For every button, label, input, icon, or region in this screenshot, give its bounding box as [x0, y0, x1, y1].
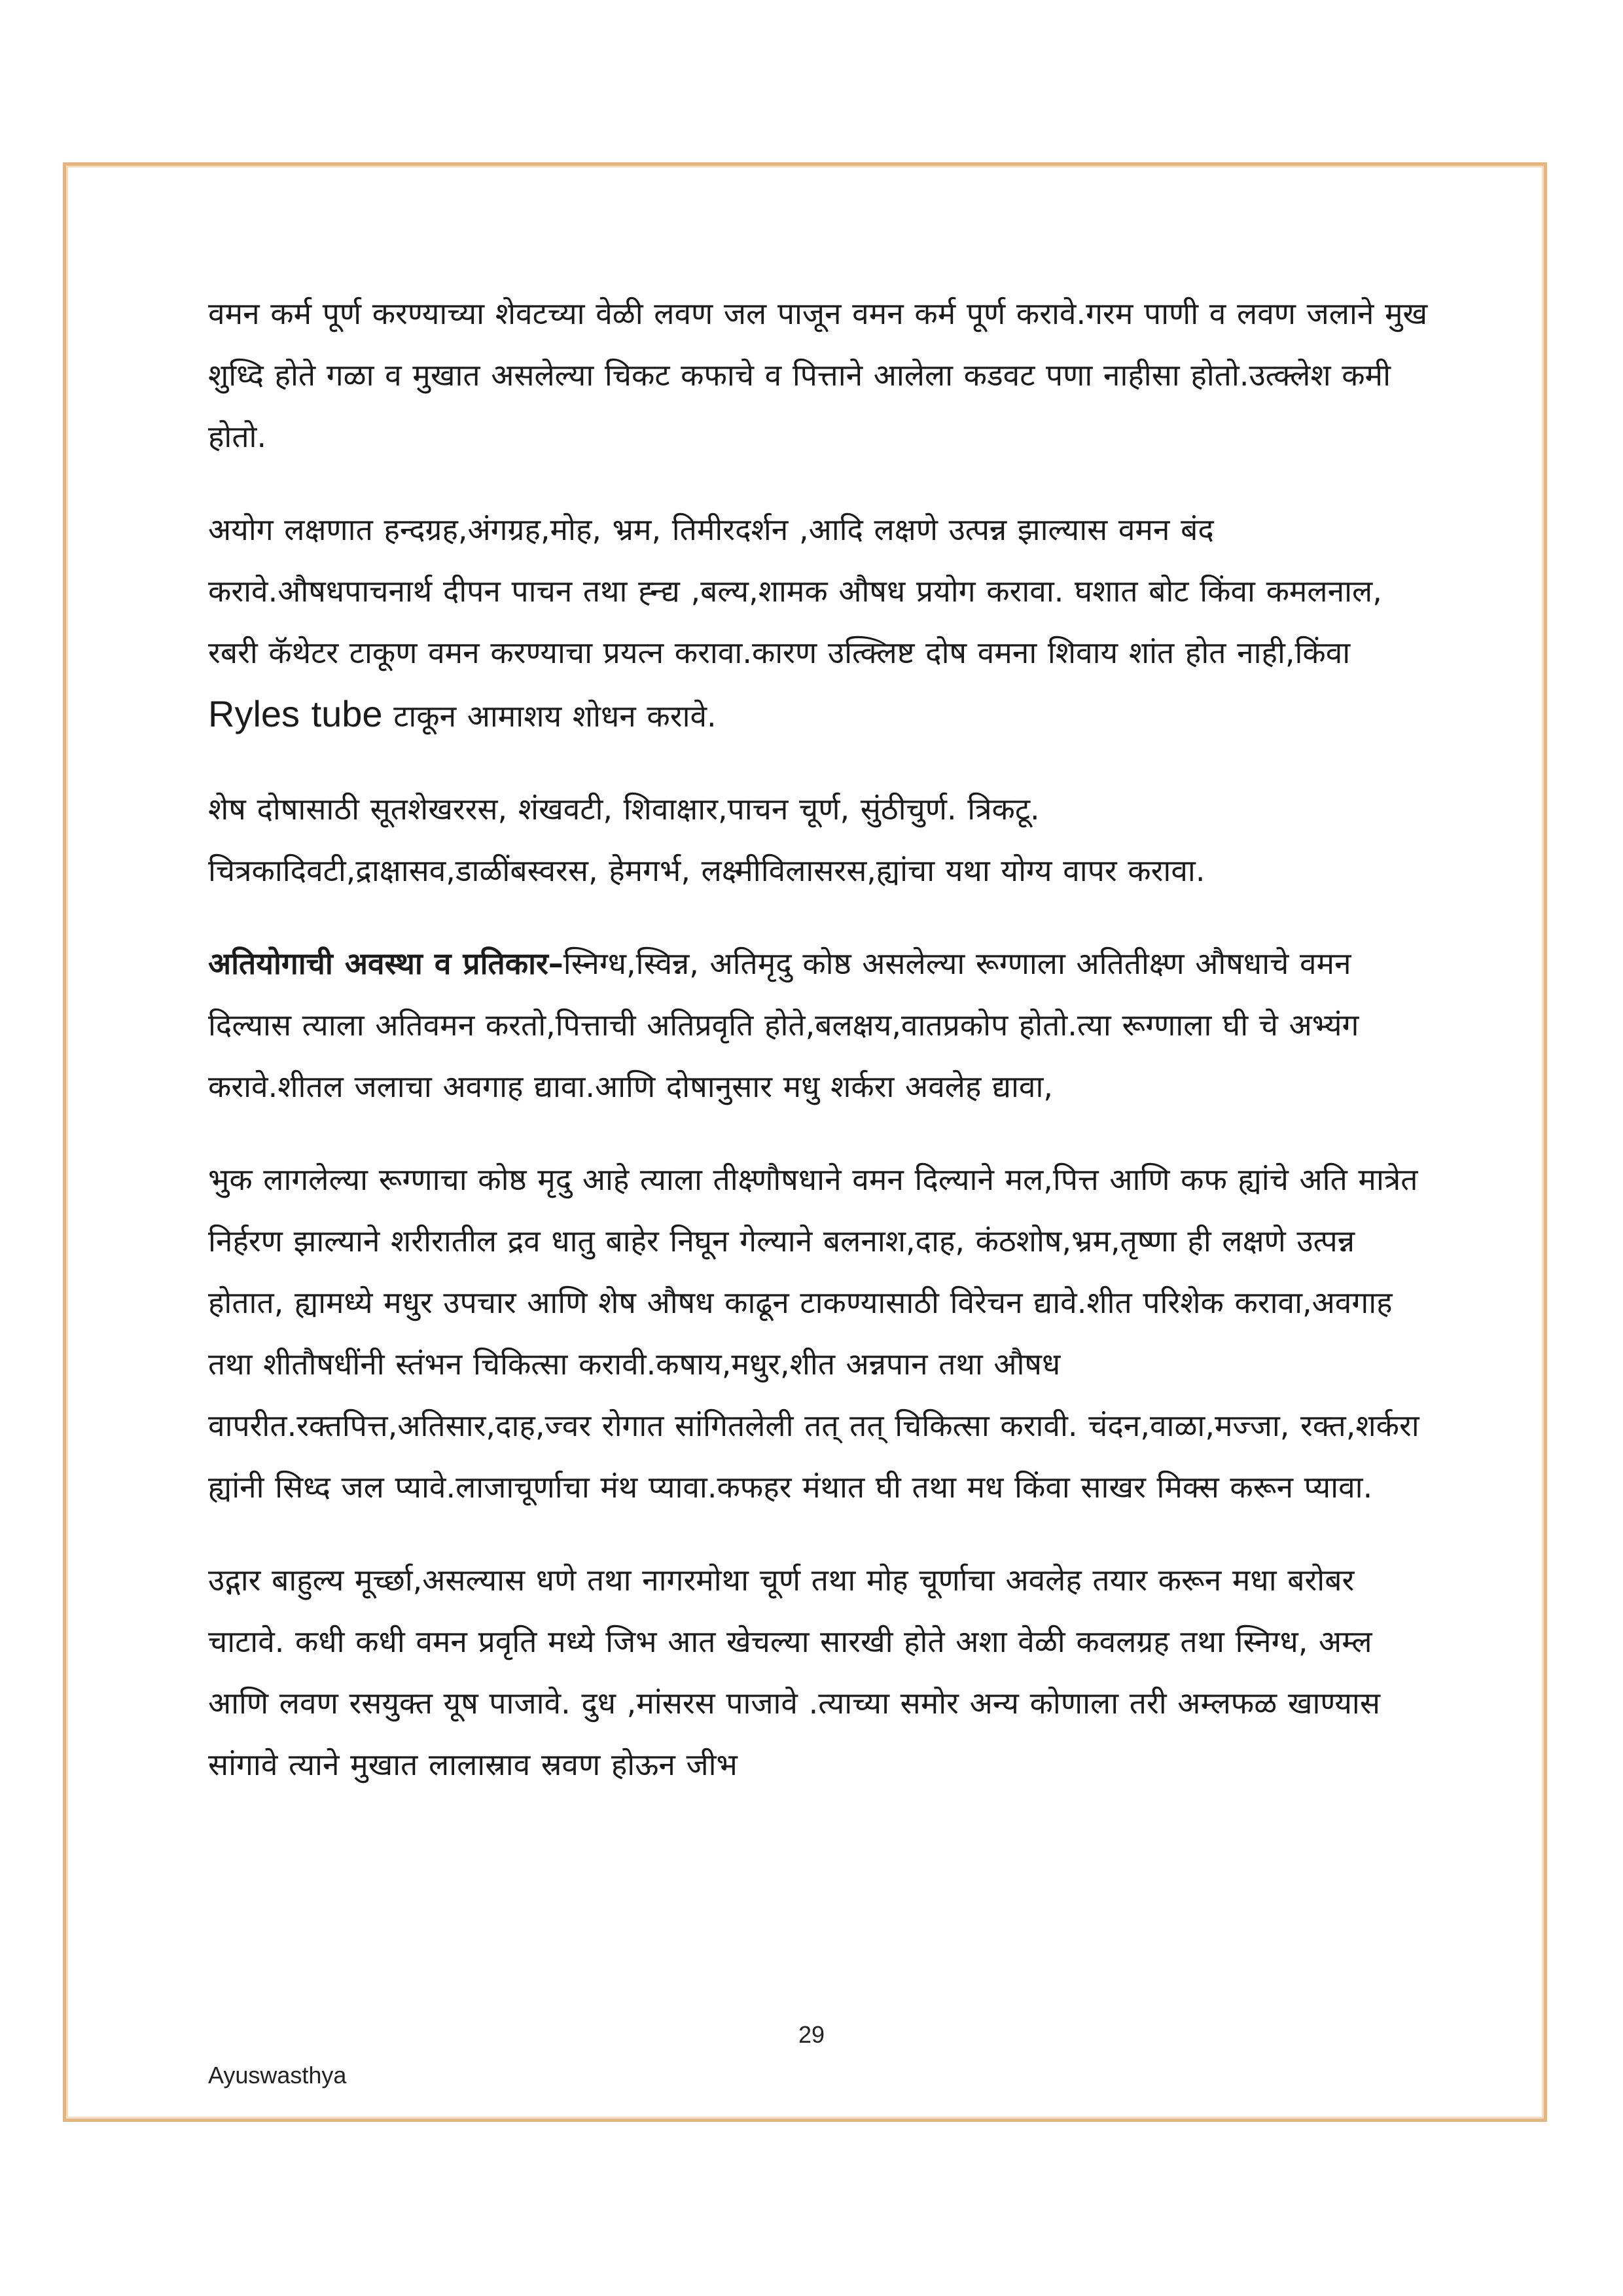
- document-body: [208, 283, 1438, 1827]
- paragraph-6: [208, 1549, 1438, 1795]
- page-number: 29: [798, 2021, 825, 2048]
- paragraph-2: [208, 499, 1438, 747]
- section-heading-atiyoga: अतियोगाची अवस्था व प्रतिकार–: [208, 946, 563, 981]
- paragraph-1: [208, 283, 1438, 467]
- paragraph-1-text: वमन कर्म पूर्ण करण्याच्या शेवटच्या वेळी लवण जल पाजून वमन कर्म पूर्ण करावे.गरम पाणी व लवण जलाने मुख शुध्दि होते गळा व मुखात असलेल्या चिकट कफाचे व पित्ताने आलेला कडवट पणा नाहीसा होतो.उत्क्लेश कमी होतो.: [208, 296, 1428, 454]
- paragraph-5-text: भुक लागलेल्या रूग्णाचा कोष्ठ मृदु आहे त्याला तीक्ष्णौषधाने वमन दिल्याने मल,पित्त आणि कफ ह्यांचे अति मात्रेत निर्हरण झाल्याने शरीरातील द्रव धातु बाहेर निघून गेल्याने बलनाश,दाह, कंठशोष,भ्रम,तृष्णा ही लक्षणे उत्पन्न होतात, ह्यामध्ये मधुर उपचार आणि शेष औषध काढून टाकण्यासाठी विरेचन द्यावे.शीत परिशेक करावा,अवगाह तथा शीतौषधींनी स्तंभन चिकित्सा करावी.कषाय,मधुर,शीत अन्नपान तथा औषध वापरीत.रक्तपित्त,अतिसार,दाह,ज्वर रोगात सांगितलेली तत् तत् चिकित्सा करावी. चंदन,वाळा,मज्जा, रक्त,शर्करा ह्यांनी सिध्द जल प्यावे.लाजाचूर्णाचा मंथ प्यावा.कफहर मंथात घी तथा मध किंवा साखर मिक्स करून प्यावा.: [208, 1162, 1419, 1505]
- paragraph-6-text: उद्गार बाहुल्य मूर्च्छा,असल्यास धणे तथा नागरमोथा चूर्ण तथा मोह चूर्णाचा अवलेह तयार करून मधा बरोबर चाटावे. कधी कधी वमन प्रवृति मध्ये जिभ आत खेचल्या सारखी होते अशा वेळी कवलग्रह तथा स्निग्ध, अम्ल आणि लवण रसयुक्त यूष पाजावे. दुध ,मांसरस पाजावे .त्याच्या समोर अन्य कोणाला तरी अम्लफळ खाण्यास सांगावे त्याने मुखात लालास्राव स्रवण होऊन जीभ: [208, 1562, 1380, 1782]
- paragraph-4: [208, 933, 1438, 1117]
- footer-brand: Ayuswasthya: [208, 2062, 347, 2089]
- paragraph-2-text-after: टाकून आमाशय शोधन करावे.: [382, 698, 717, 734]
- paragraph-5: [208, 1149, 1438, 1518]
- ryles-tube-term: Ryles tube: [208, 693, 383, 734]
- paragraph-4-text: स्निग्ध,स्विन्न, अतिमृदु कोष्ठ असलेल्या रूग्णाला अतितीक्ष्ण औषधाचे वमन दिल्यास त्याला अतिवमन करतो,पित्ताची अतिप्रवृति होते,बलक्षय,वातप्रकोप होतो.त्या रूग्णाला घी चे अभ्यंग करावे.शीतल जलाचा अवगाह द्यावा.आणि दोषानुसार मधु शर्करा अवलेह द्यावा,: [208, 946, 1359, 1104]
- paragraph-3: [208, 778, 1438, 901]
- paragraph-3-text: शेष दोषासाठी सूतशेखररस, शंखवटी, शिवाक्षार,पाचन चूर्ण, सुंठीचुर्ण. त्रिकटू. चित्रकादिवटी,द्राक्षासव,डाळींबस्वरस, हेमगर्भ, लक्ष्मीविलासरस,ह्यांचा यथा योग्य वापर करावा.: [208, 791, 1205, 888]
- paragraph-2-text-before: अयोग लक्षणात हन्दग्रह,अंगग्रह,मोह, भ्रम, तिमीरदर्शन ,आदि लक्षणे उत्पन्न झाल्यास वमन बंद करावे.औषधपाचनार्थ दीपन पाचन तथा ह्न्द्य ,बल्य,शामक औषध प्रयोग करावा. घशात बोट किंवा कमलनाल, रबरी कॅथेटर टाकूण वमन करण्याचा प्रयत्न करावा.कारण उत्क्लिष्ट दोष वमना शिवाय शांत होत नाही,किंवा: [208, 512, 1382, 670]
